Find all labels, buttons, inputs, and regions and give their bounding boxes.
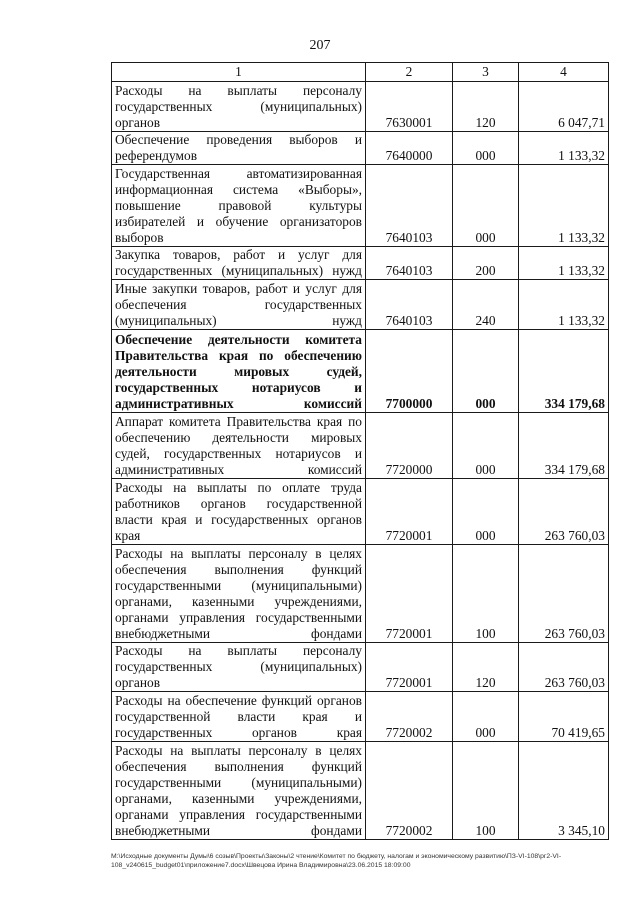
row-group: 240 <box>453 280 519 330</box>
row-group: 120 <box>453 82 519 132</box>
row-group: 000 <box>453 413 519 479</box>
table-row <box>112 330 609 413</box>
row-amount: 263 760,03 <box>519 643 609 692</box>
row-group: 120 <box>453 643 519 692</box>
row-name: Расходы на выплаты персоналу в целях обеспечения выполнения функций государственными (муниципальными) органами, казенными учреждениями, органами управления государственными внебюджетными фондами <box>112 742 366 840</box>
row-amount: 334 179,68 <box>519 330 609 413</box>
row-amount: 263 760,03 <box>519 479 609 545</box>
budget-table <box>111 62 609 840</box>
row-name: Расходы на выплаты персоналу в целях обеспечения выполнения функций государственными (муниципальными) органами, казенными учреждениями, органами управления государственными внебюджетными фондами <box>112 545 366 643</box>
row-group: 200 <box>453 247 519 280</box>
row-name: Расходы на выплаты по оплате труда работников органов государственной власти края и государственных органов края <box>112 479 366 545</box>
row-code: 7640000 <box>366 132 453 165</box>
table-row <box>112 692 609 742</box>
row-amount: 1 133,32 <box>519 132 609 165</box>
row-amount: 6 047,71 <box>519 82 609 132</box>
row-group: 000 <box>453 692 519 742</box>
header-cell-1: 1 <box>112 63 366 82</box>
row-amount: 263 760,03 <box>519 545 609 643</box>
row-group: 100 <box>453 545 519 643</box>
document-path-footer: M:\Исходные документы Думы\6 созыв\Проекты\Законы\2 чтение\Комитет по бюджету, налогам и экономическому развитию\ПЗ-VI-108\рг2-VI-108_v240615_budget01\приложение7.docx\Швецова Ирина Владимировна\23.06.2015 18:09:00 <box>111 853 562 869</box>
table-row <box>112 479 609 545</box>
row-name: Государственная автоматизированная информационная система «Выборы», повышение правовой культуры избирателей и обучение организаторов выборов <box>112 165 366 247</box>
row-code: 7640103 <box>366 247 453 280</box>
row-group: 100 <box>453 742 519 840</box>
row-name: Расходы на выплаты персоналу государственных (муниципальных) органов <box>112 643 366 692</box>
row-name: Расходы на выплаты персоналу государственных (муниципальных) органов <box>112 82 366 132</box>
row-amount: 1 133,32 <box>519 280 609 330</box>
table-row <box>112 413 609 479</box>
row-name: Иные закупки товаров, работ и услуг для обеспечения государственных (муниципальных) нужд <box>112 280 366 330</box>
row-group: 000 <box>453 479 519 545</box>
row-code: 7720002 <box>366 692 453 742</box>
row-code: 7720000 <box>366 413 453 479</box>
row-code: 7720001 <box>366 479 453 545</box>
row-name: Расходы на обеспечение функций органов государственной власти края и государственных органов края <box>112 692 366 742</box>
row-code: 7700000 <box>366 330 453 413</box>
row-amount: 1 133,32 <box>519 247 609 280</box>
table-row <box>112 82 609 132</box>
table-row <box>112 742 609 840</box>
row-group: 000 <box>453 330 519 413</box>
row-code: 7720001 <box>366 545 453 643</box>
row-amount: 334 179,68 <box>519 413 609 479</box>
table-row <box>112 545 609 643</box>
row-group: 000 <box>453 132 519 165</box>
row-amount: 1 133,32 <box>519 165 609 247</box>
row-amount: 70 419,65 <box>519 692 609 742</box>
row-amount: 3 345,10 <box>519 742 609 840</box>
row-group: 000 <box>453 165 519 247</box>
table-row <box>112 247 609 280</box>
row-code: 7630001 <box>366 82 453 132</box>
row-name: Аппарат комитета Правительства края по обеспечению деятельности мировых судей, государственных нотариусов и административных комиссий <box>112 413 366 479</box>
row-name: Обеспечение проведения выборов и референдумов <box>112 132 366 165</box>
header-cell-4: 4 <box>519 63 609 82</box>
table-row <box>112 132 609 165</box>
row-code: 7720002 <box>366 742 453 840</box>
table-row <box>112 280 609 330</box>
header-cell-3: 3 <box>453 63 519 82</box>
header-cell-2: 2 <box>366 63 453 82</box>
table-row <box>112 643 609 692</box>
row-code: 7640103 <box>366 280 453 330</box>
row-name: Закупка товаров, работ и услуг для государственных (муниципальных) нужд <box>112 247 366 280</box>
table-header-row <box>112 63 609 82</box>
row-code: 7640103 <box>366 165 453 247</box>
page-number: 207 <box>309 38 331 53</box>
row-code: 7720001 <box>366 643 453 692</box>
row-name: Обеспечение деятельности комитета Правительства края по обеспечению деятельности мировых судей, государственных нотариусов и административных комиссий <box>112 330 366 413</box>
table-row <box>112 165 609 247</box>
